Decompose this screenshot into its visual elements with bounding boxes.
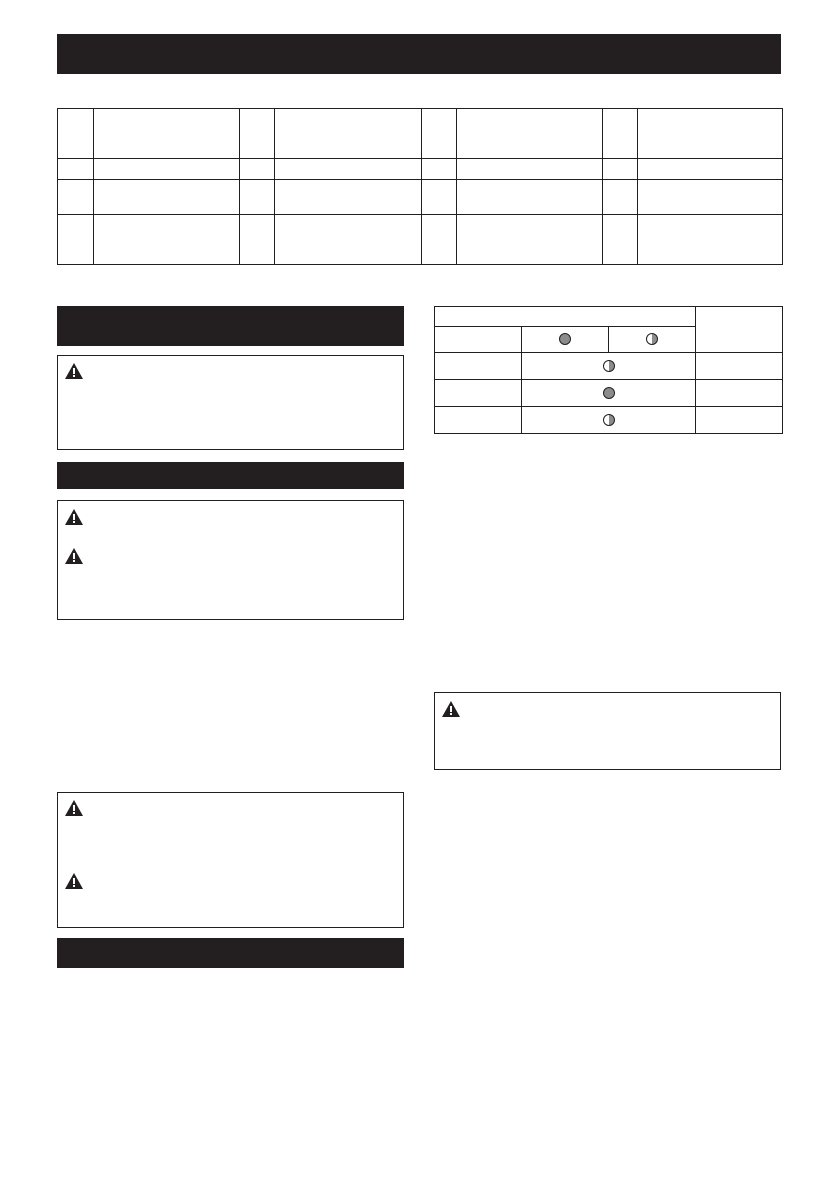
table-cell (457, 109, 603, 159)
table-cell (275, 159, 422, 180)
warning-box (57, 500, 404, 620)
table-cell (94, 159, 240, 180)
table-cell (638, 109, 783, 159)
table-cell (275, 109, 422, 159)
table-cell (435, 353, 522, 380)
table-cell (435, 327, 522, 353)
warning-triangle-icon (441, 700, 461, 718)
section-header-banner (57, 462, 404, 489)
table-cell (422, 109, 457, 159)
page-header-banner (57, 34, 781, 74)
section-header-banner (57, 306, 404, 346)
table-cell (94, 109, 240, 159)
warning-box (57, 792, 404, 928)
table-cell (522, 327, 609, 353)
table-cell (58, 109, 94, 159)
table-cell (435, 380, 522, 407)
table-cell (275, 180, 422, 215)
section-header-banner (57, 938, 404, 968)
indicator-status-table (434, 306, 783, 434)
warning-box (57, 355, 404, 450)
parts-description-table (57, 108, 783, 265)
table-cell (457, 215, 603, 265)
table-cell (457, 180, 603, 215)
table-cell (696, 407, 783, 434)
indicator-lit-icon (603, 387, 615, 399)
indicator-blinking-icon (603, 414, 615, 426)
table-cell (94, 180, 240, 215)
table-row (435, 380, 783, 407)
table-cell (522, 353, 696, 380)
warning-triangle-icon (64, 872, 84, 890)
table-row (435, 407, 783, 434)
table-cell (422, 180, 457, 215)
table-row (58, 159, 783, 180)
table-row (435, 353, 783, 380)
indicator-blinking-icon (603, 360, 615, 372)
table-cell (603, 215, 638, 265)
table-header-cell (435, 307, 696, 327)
table-cell (240, 180, 275, 215)
table-cell (522, 407, 696, 434)
table-cell (638, 215, 783, 265)
table-cell (609, 327, 696, 353)
table-cell (638, 159, 783, 180)
warning-triangle-icon (64, 362, 84, 380)
table-cell (603, 109, 638, 159)
table-header-cell (696, 307, 783, 353)
table-cell (240, 159, 275, 180)
warning-triangle-icon (64, 508, 84, 526)
table-cell (58, 180, 94, 215)
table-cell (94, 215, 240, 265)
table-cell (422, 215, 457, 265)
table-cell (522, 380, 696, 407)
table-cell (435, 407, 522, 434)
warning-triangle-icon (64, 547, 84, 565)
table-cell (603, 159, 638, 180)
indicator-lit-icon (559, 333, 571, 345)
table-cell (696, 380, 783, 407)
table-row (58, 215, 783, 265)
table-cell (696, 353, 783, 380)
table-cell (240, 215, 275, 265)
table-cell (240, 109, 275, 159)
table-cell (603, 180, 638, 215)
table-cell (58, 215, 94, 265)
table-row (58, 109, 783, 159)
table-cell (275, 215, 422, 265)
table-cell (457, 159, 603, 180)
warning-triangle-icon (64, 799, 84, 817)
table-row (58, 180, 783, 215)
indicator-blinking-icon (646, 333, 658, 345)
table-row (435, 307, 783, 327)
table-cell (638, 180, 783, 215)
table-cell (58, 159, 94, 180)
warning-box (434, 692, 781, 770)
table-cell (422, 159, 457, 180)
